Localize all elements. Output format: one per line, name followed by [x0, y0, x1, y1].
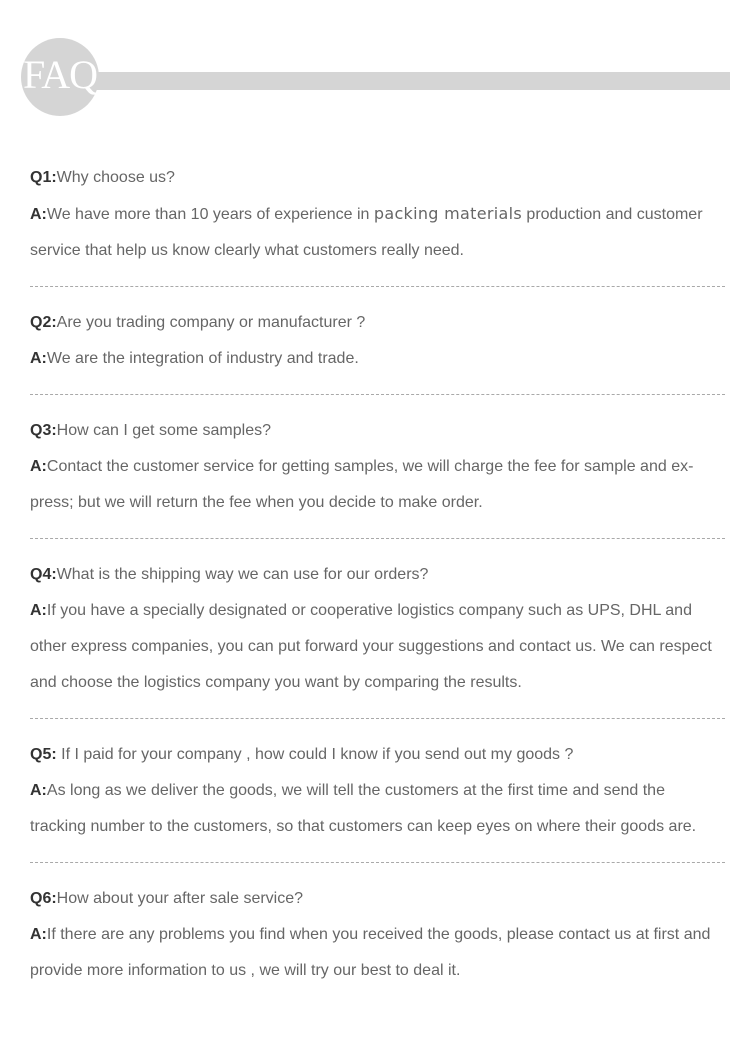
answer-text: Contact the customer service for getting samples, we will charge the fee for sample and ex-press; but we will return the fee when you decide to make order.: [30, 458, 694, 511]
answer-row: [30, 773, 725, 845]
question-label: Q2:: [30, 314, 57, 331]
faq-item-6: [30, 863, 725, 989]
faq-badge: [21, 38, 99, 116]
answer-text-pre: We have more than 10 years of experience in: [46, 206, 374, 223]
answer-row: [30, 449, 725, 521]
answer-label: A:: [30, 350, 47, 367]
faq-header-bar: [69, 72, 730, 90]
answer-text: As long as we deliver the goods, we will tell the customers at the first time and send the tracking number to the customers, so that customers can keep eyes on where their goods are.: [30, 782, 697, 835]
faq-item-5: [30, 719, 725, 863]
question-label: Q5:: [30, 746, 57, 763]
question-label: Q6:: [30, 890, 57, 907]
question-text: Are you trading company or manufacturer ?: [56, 314, 366, 331]
question-text: Why choose us?: [56, 169, 175, 186]
question-row: [30, 413, 725, 449]
answer-text: We are the integration of industry and trade.: [46, 350, 359, 367]
question-label: Q3:: [30, 422, 57, 439]
question-text: If I paid for your company , how could I know if you send out my goods ?: [56, 746, 574, 763]
question-label: Q1:: [30, 169, 57, 186]
question-text: What is the shipping way we can use for our orders?: [56, 566, 429, 583]
question-text: How about your after sale service?: [56, 890, 304, 907]
answer-label: A:: [30, 782, 47, 799]
faq-item-3: [30, 395, 725, 539]
question-label: Q4:: [30, 566, 57, 583]
answer-row: [30, 196, 725, 269]
question-row: [30, 737, 725, 773]
answer-text-post: production and customer service that help us know clearly what customers really need.: [30, 206, 703, 259]
answer-label: A:: [30, 458, 47, 475]
faq-item-4: [30, 539, 725, 719]
faq-list: [30, 160, 725, 989]
faq-item-2: [30, 287, 725, 395]
answer-label: A:: [30, 602, 47, 619]
answer-row: [30, 341, 725, 377]
faq-badge-label: FAQ: [22, 52, 98, 97]
answer-row: [30, 593, 725, 701]
answer-row: [30, 917, 725, 989]
faq-header: [21, 38, 730, 118]
question-row: [30, 881, 725, 917]
answer-text: If there are any problems you find when you received the goods, please contact us at first and provide more information to us , we will try our best to deal it.: [30, 926, 711, 979]
answer-label: A:: [30, 926, 47, 943]
answer-label: A:: [30, 206, 47, 223]
question-row: [30, 557, 725, 593]
question-row: [30, 160, 725, 196]
faq-item-1: [30, 160, 725, 287]
question-row: [30, 305, 725, 341]
answer-text: If you have a specially designated or cooperative logistics company such as UPS, DHL and other express companies, you can put forward your suggestions and contact us. We can respect and choose the logistics company you want by comparing the results.: [30, 602, 712, 691]
answer-highlight-term: packing materials: [373, 204, 522, 223]
question-text: How can I get some samples?: [56, 422, 271, 439]
